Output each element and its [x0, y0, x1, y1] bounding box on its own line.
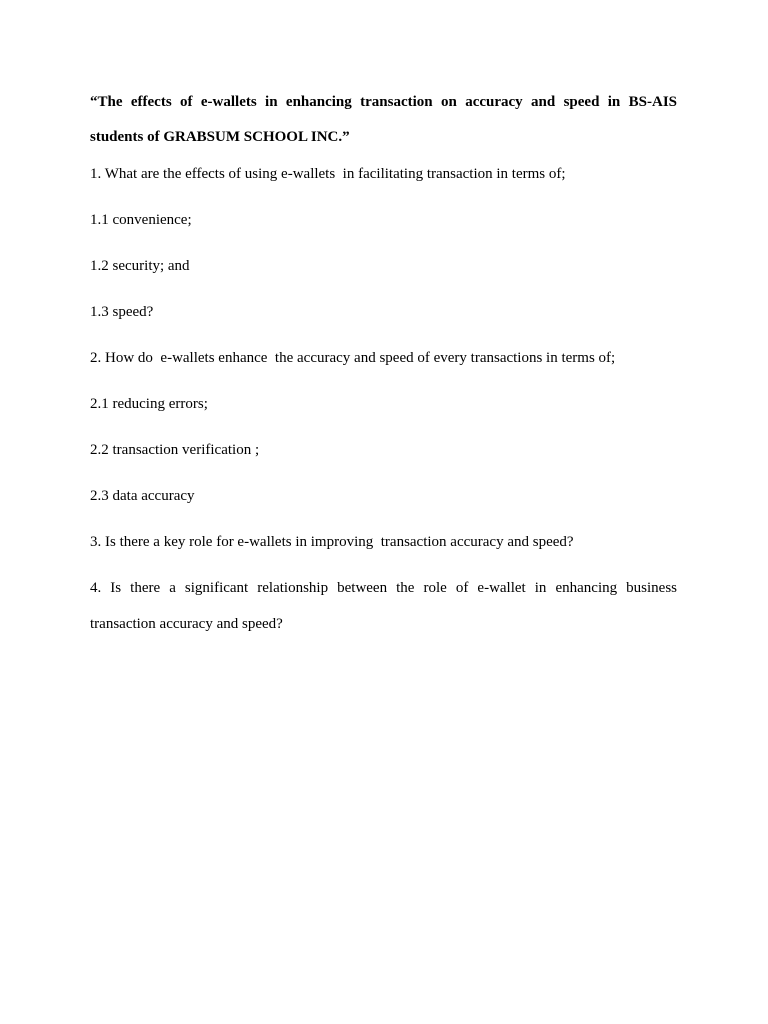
question-4: 4. Is there a significant relationship between the role of e-wallet in enhancing business transaction accuracy and speed? — [90, 580, 681, 632]
sub-question-1-2: 1.2 security; and — [90, 258, 190, 274]
document-title: “The effects of e-wallets in enhancing transaction on accuracy and speed in BS-AIS students of GRABSUM SCHOOL INC.” — [90, 94, 677, 145]
question-3: 3. Is there a key role for e-wallets in improving transaction accuracy and speed? — [90, 534, 574, 550]
question-2: 2. How do e-wallets enhance the accuracy and speed of every transactions in terms of; — [90, 350, 616, 366]
sub-question-2-2: 2.2 transaction verification ; — [90, 442, 260, 458]
sub-question-2-3: 2.3 data accuracy — [90, 488, 195, 504]
sub-question-1-3: 1.3 speed? — [90, 304, 154, 320]
question-1: 1. What are the effects of using e-wallets in facilitating transaction in terms of; — [90, 166, 566, 182]
document-body — [90, 85, 681, 670]
sub-question-2-1: 2.1 reducing errors; — [90, 396, 208, 412]
sub-question-1-1: 1.1 convenience; — [90, 212, 192, 228]
